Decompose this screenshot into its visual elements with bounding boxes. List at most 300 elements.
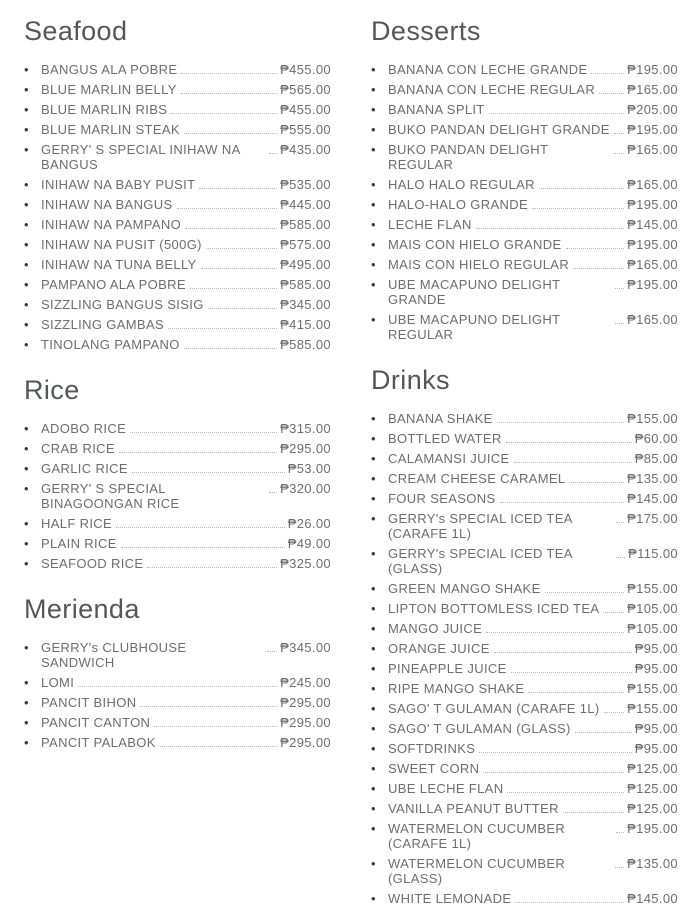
bullet-icon: •: [371, 142, 376, 158]
section-title: Seafood: [24, 16, 128, 46]
item-price: ₱125.00: [627, 781, 678, 797]
dotted-leader: [181, 93, 277, 94]
item-price: ₱315.00: [280, 421, 331, 437]
dotted-leader: [269, 153, 278, 154]
item-name: BANANA SHAKE: [388, 411, 493, 427]
menu-item: [24, 441, 331, 456]
menu-item: [24, 421, 331, 436]
item-price: ₱495.00: [280, 257, 331, 273]
menu-item: [371, 681, 678, 696]
dotted-leader: [614, 153, 624, 154]
dotted-leader: [208, 308, 277, 309]
menu-item-list: [24, 421, 331, 571]
dotted-leader: [494, 652, 632, 653]
item-name: MANGO JUICE: [388, 621, 483, 637]
menu-item: [24, 735, 331, 750]
dotted-leader: [514, 462, 632, 463]
bullet-icon: •: [371, 741, 376, 757]
menu-item: [371, 122, 678, 137]
bullet-icon: •: [24, 536, 29, 552]
bullet-icon: •: [24, 715, 29, 731]
item-price: ₱295.00: [280, 441, 331, 457]
menu-item: [371, 661, 678, 676]
menu-item: [24, 62, 331, 77]
dotted-leader: [507, 792, 624, 793]
dotted-leader: [532, 208, 624, 209]
bullet-icon: •: [371, 601, 376, 617]
item-name: BUKO PANDAN DELIGHT GRANDE: [388, 122, 610, 138]
dotted-leader: [511, 672, 632, 673]
menu-item: [24, 516, 331, 531]
menu-item: [371, 237, 678, 252]
menu-item: [24, 82, 331, 97]
menu-item: [24, 297, 331, 312]
item-price: ₱85.00: [634, 451, 678, 467]
menu-item: [24, 337, 331, 352]
dotted-leader: [500, 502, 625, 503]
item-name: BOTTLED WATER: [388, 431, 502, 447]
menu-item: [371, 601, 678, 616]
bullet-icon: •: [371, 277, 376, 293]
item-price: ₱165.00: [627, 257, 678, 273]
dotted-leader: [185, 228, 277, 229]
item-price: ₱295.00: [280, 695, 331, 711]
bullet-icon: •: [371, 431, 376, 447]
dotted-leader: [497, 422, 624, 423]
dotted-leader: [515, 902, 624, 903]
dotted-leader: [171, 113, 277, 114]
bullet-icon: •: [371, 511, 376, 527]
item-name: TINOLANG PAMPANO: [41, 337, 180, 353]
item-name: GERRY's SPECIAL ICED TEA (CARAFE 1L): [388, 511, 573, 542]
bullet-icon: •: [371, 82, 376, 98]
dotted-leader: [177, 208, 278, 209]
item-name: RIPE MANGO SHAKE: [388, 681, 525, 697]
item-name: GERRY's CLUBHOUSE SANDWICH: [41, 640, 187, 671]
item-price: ₱26.00: [287, 516, 331, 532]
menu-item: [371, 546, 678, 576]
item-name: HALF RICE: [41, 516, 113, 532]
item-name: UBE MACAPUNO DELIGHT REGULAR: [388, 312, 561, 343]
item-price: ₱145.00: [627, 217, 678, 233]
dotted-leader: [566, 248, 625, 249]
dotted-leader: [181, 73, 277, 74]
dotted-leader: [140, 706, 277, 707]
menu-section: [371, 365, 678, 906]
dotted-leader: [616, 832, 624, 833]
menu-item: [24, 675, 331, 690]
item-price: ₱295.00: [280, 715, 331, 731]
menu-item-list: [371, 62, 678, 342]
menu-item: [24, 122, 331, 137]
menu-item: [24, 317, 331, 332]
item-name: SIZZLING GAMBAS: [41, 317, 164, 333]
bullet-icon: •: [371, 197, 376, 213]
item-price: ₱455.00: [280, 102, 331, 118]
item-name: CALAMANSI JUICE: [388, 451, 510, 467]
bullet-icon: •: [371, 581, 376, 597]
item-price: ₱415.00: [280, 317, 331, 333]
item-name: UBE LECHE FLAN: [388, 781, 504, 797]
bullet-icon: •: [24, 142, 29, 158]
dotted-leader: [190, 288, 277, 289]
bullet-icon: •: [24, 695, 29, 711]
dotted-leader: [616, 522, 624, 523]
menu-item: [24, 536, 331, 551]
menu-item: [371, 142, 678, 172]
item-price: ₱205.00: [627, 102, 678, 118]
bullet-icon: •: [24, 735, 29, 751]
item-name: MAIS CON HIELO REGULAR: [388, 257, 570, 273]
bullet-icon: •: [24, 640, 29, 656]
item-price: ₱145.00: [627, 491, 678, 507]
menu-item: [24, 277, 331, 292]
dotted-leader: [591, 73, 624, 74]
item-name: GARLIC RICE: [41, 461, 128, 477]
dotted-leader: [476, 228, 624, 229]
menu-column-left: [24, 10, 331, 911]
dotted-leader: [168, 328, 277, 329]
menu-item: [371, 217, 678, 232]
dotted-leader: [184, 133, 277, 134]
menu-item-list: [371, 411, 678, 906]
item-price: ₱585.00: [280, 277, 331, 293]
dotted-leader: [545, 592, 625, 593]
item-price: ₱455.00: [280, 62, 331, 78]
menu-item: [371, 277, 678, 307]
menu-item: [371, 701, 678, 716]
item-price: ₱195.00: [627, 237, 678, 253]
dotted-leader: [603, 612, 624, 613]
item-price: ₱155.00: [627, 581, 678, 597]
bullet-icon: •: [24, 122, 29, 138]
item-price: ₱53.00: [287, 461, 331, 477]
item-name: PINEAPPLE JUICE: [388, 661, 507, 677]
bullet-icon: •: [24, 217, 29, 233]
item-name: BANANA CON LECHE REGULAR: [388, 82, 596, 98]
bullet-icon: •: [24, 177, 29, 193]
item-name: SOFTDRINKS: [388, 741, 476, 757]
item-name: CRAB RICE: [41, 441, 115, 457]
item-price: ₱95.00: [634, 741, 678, 757]
item-name: INIHAW NA PAMPANO: [41, 217, 182, 233]
item-price: ₱295.00: [280, 735, 331, 751]
item-name: MAIS CON HIELO GRANDE: [388, 237, 562, 253]
menu-item: [24, 197, 331, 212]
menu-item: [24, 102, 331, 117]
menu-section: [24, 594, 331, 750]
item-name: ORANGE JUICE: [388, 641, 490, 657]
item-price: ₱435.00: [280, 142, 331, 158]
menu-item: [371, 491, 678, 506]
item-price: ₱195.00: [627, 821, 678, 837]
menu-section: [24, 16, 331, 352]
item-name: HALO-HALO GRANDE: [388, 197, 528, 213]
bullet-icon: •: [24, 277, 29, 293]
dotted-leader: [575, 732, 632, 733]
item-price: ₱49.00: [287, 536, 331, 552]
item-name: INIHAW NA PUSIT (500G): [41, 237, 202, 253]
item-name: PANCIT BIHON: [41, 695, 137, 711]
item-name: BLUE MARLIN STEAK: [41, 122, 180, 138]
item-name: FOUR SEASONS: [388, 491, 496, 507]
item-name: SEAFOOD RICE: [41, 556, 144, 572]
bullet-icon: •: [371, 781, 376, 797]
bullet-icon: •: [371, 257, 376, 273]
bullet-icon: •: [24, 82, 29, 98]
bullet-icon: •: [371, 856, 376, 872]
menu-item: [371, 621, 678, 636]
item-price: ₱105.00: [627, 601, 678, 617]
menu-item: [24, 695, 331, 710]
item-price: ₱535.00: [280, 177, 331, 193]
bullet-icon: •: [24, 297, 29, 313]
item-price: ₱575.00: [280, 237, 331, 253]
dotted-leader: [267, 651, 277, 652]
item-name: INIHAW NA BABY PUSIT: [41, 177, 196, 193]
menu-section: [24, 375, 331, 571]
menu-item: [371, 581, 678, 596]
dotted-leader: [132, 472, 285, 473]
item-name: PLAIN RICE: [41, 536, 117, 552]
bullet-icon: •: [24, 675, 29, 691]
menu-item: [371, 177, 678, 192]
dotted-leader: [201, 268, 278, 269]
item-name: WATERMELON CUCUMBER (CARAFE 1L): [388, 821, 566, 852]
bullet-icon: •: [371, 312, 376, 328]
item-price: ₱245.00: [280, 675, 331, 691]
item-name: SAGO' T GULAMAN (GLASS): [388, 721, 571, 737]
bullet-icon: •: [24, 237, 29, 253]
dotted-leader: [614, 133, 624, 134]
menu-section: [371, 16, 678, 342]
menu-item: [371, 197, 678, 212]
bullet-icon: •: [371, 62, 376, 78]
bullet-icon: •: [371, 122, 376, 138]
item-name: BANANA SPLIT: [388, 102, 485, 118]
item-name: PANCIT CANTON: [41, 715, 151, 731]
bullet-icon: •: [24, 421, 29, 437]
item-name: LIPTON BOTTOMLESS ICED TEA: [388, 601, 600, 617]
item-name: CREAM CHEESE CARAMEL: [388, 471, 566, 487]
menu-item: [24, 142, 331, 172]
bullet-icon: •: [24, 102, 29, 118]
menu-item: [24, 640, 331, 670]
dotted-leader: [147, 567, 277, 568]
menu-item: [371, 741, 678, 756]
dotted-leader: [573, 268, 624, 269]
item-name: BANANA CON LECHE GRANDE: [388, 62, 588, 78]
bullet-icon: •: [371, 801, 376, 817]
item-name: INIHAW NA TUNA BELLY: [41, 257, 197, 273]
menu-item: [371, 471, 678, 486]
menu-item: [24, 217, 331, 232]
item-name: SIZZLING BANGUS SISIG: [41, 297, 204, 313]
bullet-icon: •: [371, 681, 376, 697]
dotted-leader: [615, 323, 624, 324]
item-price: ₱135.00: [627, 471, 678, 487]
bullet-icon: •: [371, 661, 376, 677]
menu-item: [371, 411, 678, 426]
item-name: GERRY's SPECIAL ICED TEA (GLASS): [388, 546, 573, 577]
item-price: ₱320.00: [280, 481, 331, 497]
dotted-leader: [269, 492, 277, 493]
item-name: GERRY' S SPECIAL INIHAW NA BANGUS: [41, 142, 240, 173]
bullet-icon: •: [371, 177, 376, 193]
section-title: Merienda: [24, 594, 140, 625]
item-price: ₱445.00: [280, 197, 331, 213]
dotted-leader: [569, 482, 624, 483]
item-price: ₱345.00: [280, 297, 331, 313]
item-name: ADOBO RICE: [41, 421, 127, 437]
item-price: ₱175.00: [627, 511, 678, 527]
item-price: ₱95.00: [634, 721, 678, 737]
item-name: SAGO' T GULAMAN (CARAFE 1L): [388, 701, 600, 717]
item-name: WATERMELON CUCUMBER (GLASS): [388, 856, 566, 887]
menu-item: [371, 781, 678, 796]
dotted-leader: [528, 692, 624, 693]
bullet-icon: •: [24, 317, 29, 333]
dotted-leader: [539, 188, 624, 189]
bullet-icon: •: [371, 411, 376, 427]
item-name: INIHAW NA BANGUS: [41, 197, 173, 213]
menu-item: [24, 715, 331, 730]
dotted-leader: [616, 557, 625, 558]
bullet-icon: •: [371, 546, 376, 562]
bullet-icon: •: [371, 451, 376, 467]
menu-item: [371, 451, 678, 466]
dotted-leader: [615, 867, 624, 868]
bullet-icon: •: [24, 556, 29, 572]
item-name: HALO HALO REGULAR: [388, 177, 535, 193]
bullet-icon: •: [24, 461, 29, 477]
menu-item: [371, 721, 678, 736]
menu-item: [371, 641, 678, 656]
menu-item: [24, 461, 331, 476]
menu-item: [24, 257, 331, 272]
item-name: PAMPANO ALA POBRE: [41, 277, 186, 293]
menu-item: [371, 511, 678, 541]
item-price: ₱115.00: [628, 546, 678, 562]
dotted-leader: [206, 248, 277, 249]
dotted-leader: [199, 188, 277, 189]
dotted-leader: [121, 547, 285, 548]
menu-item: [24, 556, 331, 571]
item-price: ₱165.00: [627, 177, 678, 193]
bullet-icon: •: [371, 641, 376, 657]
dotted-leader: [506, 442, 632, 443]
dotted-leader: [615, 288, 625, 289]
bullet-icon: •: [24, 62, 29, 78]
menu-item: [371, 257, 678, 272]
menu-item: [371, 801, 678, 816]
dotted-leader: [563, 812, 624, 813]
item-price: ₱345.00: [280, 640, 331, 656]
dotted-leader: [116, 527, 285, 528]
item-price: ₱105.00: [627, 621, 678, 637]
bullet-icon: •: [371, 471, 376, 487]
menu-item: [371, 856, 678, 886]
bullet-icon: •: [371, 721, 376, 737]
section-title: Rice: [24, 375, 80, 406]
menu-item-list: [24, 62, 331, 352]
bullet-icon: •: [371, 621, 376, 637]
bullet-icon: •: [371, 237, 376, 253]
item-price: ₱145.00: [627, 891, 678, 907]
dotted-leader: [130, 432, 277, 433]
item-name: BUKO PANDAN DELIGHT REGULAR: [388, 142, 549, 173]
item-price: ₱165.00: [627, 82, 678, 98]
item-name: GERRY' S SPECIAL BINAGOONGAN RICE: [41, 481, 180, 512]
bullet-icon: •: [24, 257, 29, 273]
menu-item: [371, 82, 678, 97]
item-price: ₱195.00: [627, 277, 678, 293]
item-price: ₱195.00: [627, 122, 678, 138]
menu-item: [24, 481, 331, 511]
item-name: LECHE FLAN: [388, 217, 472, 233]
item-price: ₱135.00: [627, 856, 678, 872]
item-name: WHITE LEMONADE: [388, 891, 512, 907]
bullet-icon: •: [371, 217, 376, 233]
menu-item: [371, 431, 678, 446]
bullet-icon: •: [371, 701, 376, 717]
dotted-leader: [78, 686, 277, 687]
item-price: ₱95.00: [634, 641, 678, 657]
menu-item-list: [24, 640, 331, 750]
bullet-icon: •: [24, 516, 29, 532]
bullet-icon: •: [371, 761, 376, 777]
menu-item: [371, 761, 678, 776]
item-name: BANGUS ALA POBRE: [41, 62, 178, 78]
dotted-leader: [489, 113, 624, 114]
item-price: ₱585.00: [280, 217, 331, 233]
bullet-icon: •: [24, 481, 29, 497]
menu-column-right: [371, 10, 678, 911]
item-price: ₱155.00: [627, 681, 678, 697]
item-name: LOMI: [41, 675, 75, 691]
item-name: BLUE MARLIN BELLY: [41, 82, 177, 98]
item-price: ₱155.00: [627, 411, 678, 427]
menu-item: [371, 62, 678, 77]
dotted-leader: [483, 772, 624, 773]
menu-item: [371, 312, 678, 342]
item-price: ₱125.00: [627, 761, 678, 777]
menu-item: [371, 102, 678, 117]
item-name: SWEET CORN: [388, 761, 480, 777]
item-name: GREEN MANGO SHAKE: [388, 581, 541, 597]
section-title: Drinks: [371, 365, 450, 396]
item-price: ₱125.00: [627, 801, 678, 817]
item-name: PANCIT PALABOK: [41, 735, 156, 751]
dotted-leader: [599, 93, 624, 94]
item-price: ₱325.00: [280, 556, 331, 572]
dotted-leader: [154, 726, 277, 727]
section-title: Desserts: [371, 16, 481, 46]
item-name: BLUE MARLIN RIBS: [41, 102, 168, 118]
dotted-leader: [486, 632, 624, 633]
menu-item: [24, 177, 331, 192]
item-price: ₱95.00: [634, 661, 678, 677]
menu-item: [371, 821, 678, 851]
bullet-icon: •: [371, 102, 376, 118]
menu-item: [371, 891, 678, 906]
item-price: ₱60.00: [634, 431, 678, 447]
item-name: UBE MACAPUNO DELIGHT GRANDE: [388, 277, 561, 308]
item-price: ₱565.00: [280, 82, 331, 98]
dotted-leader: [604, 712, 625, 713]
item-price: ₱195.00: [627, 62, 678, 78]
item-name: VANILLA PEANUT BUTTER: [388, 801, 559, 817]
